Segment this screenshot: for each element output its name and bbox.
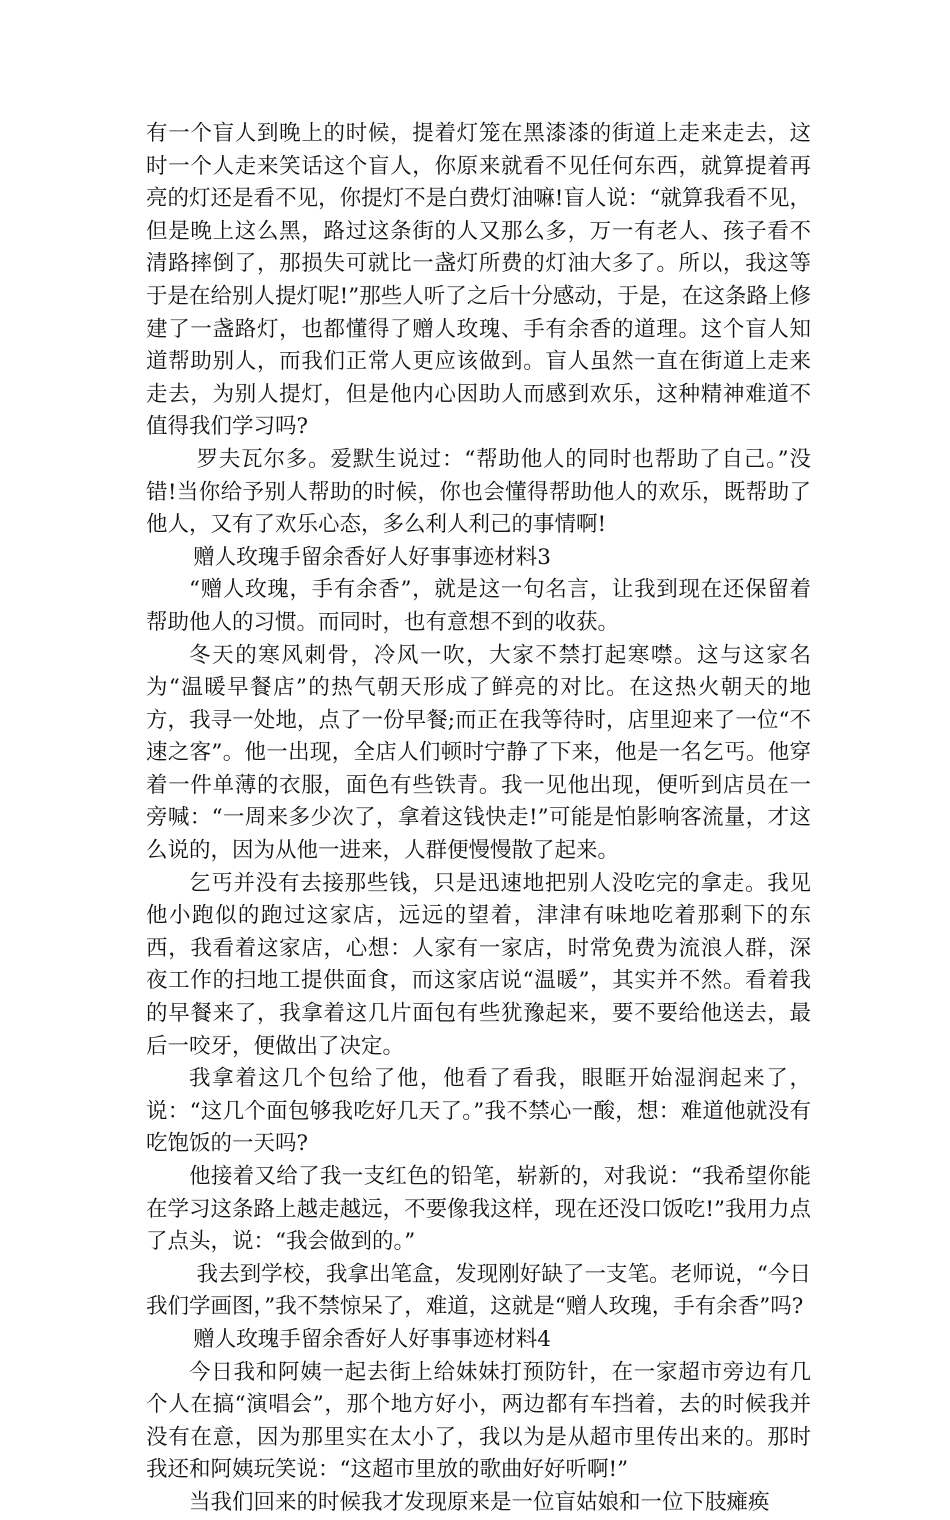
paragraph-red-pencil: 他接着又给了我一支红色的铅笔，崭新的，对我说：“我希望你能在学习这条路上越走越远，不要像我这样，现在还没口饭吃!”我用力点了点头，说：“我会做到的。” (146, 1164, 811, 1255)
section-heading-4: 赠人玫瑰手留余香好人好事事迹材料4 (193, 1326, 551, 1352)
paragraph-at-school: 我去到学校，我拿出笔盒，发现刚好缺了一支笔。老师说，“今日我们学画图，”我不禁惊呆了，难道，这就是“赠人玫瑰，手有余香”吗? (146, 1261, 811, 1320)
paragraph-return-discovery: 当我们回来的时候我才发现原来是一位盲姑娘和一位下肢瘫痪 (189, 1489, 770, 1515)
paragraph-emerson-quote: 罗夫瓦尔多。爱默生说过：“帮助他人的同时也帮助了自己。”没错!当你给予别人帮助的时候，你也会懂得帮助他人的欢乐，既帮助了他人，又有了欢乐心态，多么利人利己的事情啊! (146, 446, 811, 538)
document-body (146, 118, 811, 1520)
section-heading-3: 赠人玫瑰手留余香好人好事事迹材料3 (193, 544, 551, 570)
paragraph-giving-bread: 我拿着这几个包给了他，他看了看我，眼眶开始湿润起来了，说：“这几个面包够我吃好几天了。”我不禁心一酸，想：难道他就没有吃饱饭的一天吗? (146, 1066, 811, 1157)
paragraph-vaccination-trip: 今日我和阿姨一起去街上给妹妹打预防针，在一家超市旁边有几个人在搞“演唱会”，那个地方好小，两边都有车挡着，去的时候我并没有在意，因为那里实在太小了，我以为是从超市里传出来的。那时我还和阿姨玩笑说：“这超市里放的歌曲好好听啊!” (146, 1359, 811, 1483)
paragraph-famous-saying: “赠人玫瑰，手有余香”，就是这一句名言，让我到现在还保留着帮助他人的习惯。而同时，也有意想不到的收获。 (146, 577, 811, 635)
paragraph-beggar-leftovers: 乞丐并没有去接那些钱，只是迅速地把别人没吃完的拿走。我见他小跑似的跑过这家店，远远的望着，津津有味地吃着那剩下的东西，我看着这家店，心想：人家有一家店，时常免费为流浪人群，深夜工作的扫地工提供面食，而这家店说“温暖”，其实并不然。看着我的早餐来了，我拿着这几片面包有些犹豫起来，要不要给他送去，最后一咬牙，便做出了决定。 (146, 870, 811, 1059)
paragraph-winter-breakfast: 冬天的寒风刺骨，冷风一吹，大家不禁打起寒噤。这与这家名为“温暖早餐店”的热气朝天形成了鲜亮的对比。在这热火朝天的地方，我寻一处地，点了一份早餐;而正在我等待时，店里迎来了一位“不速之客”。他一出现，全店人们顿时宁静了下来，他是一名乞丐。他穿着一件单薄的衣服，面色有些铁青。我一见他出现，便听到店员在一旁喊：“一周来多少次了，拿着这钱快走!”可能是怕影响客流量，才这么说的，因为从他一进来，人群便慢慢散了起来。 (146, 642, 811, 864)
paragraph-blind-man-lantern: 有一个盲人到晚上的时候，提着灯笼在黑漆漆的街道上走来走去，这时一个人走来笑话这个盲人，你原来就看不见任何东西，就算提着再亮的灯还是看不见，你提灯不是白费灯油嘛!盲人说：“就算我看不见，但是晚上这么黑，路过这条街的人又那么多，万一有老人、孩子看不清路摔倒了，那损失可就比一盏灯所费的灯油大多了。所以，我这等于是在给别人提灯呢!”那些人听了之后十分感动，于是，在这条路上修建了一盏路灯，也都懂得了赠人玫瑰、手有余香的道理。这个盲人知道帮助别人，而我们正常人更应该做到。盲人虽然一直在街道上走来走去，为别人提灯，但是他内心因助人而感到欢乐，这种精神难道不值得我们学习吗? (146, 121, 811, 440)
